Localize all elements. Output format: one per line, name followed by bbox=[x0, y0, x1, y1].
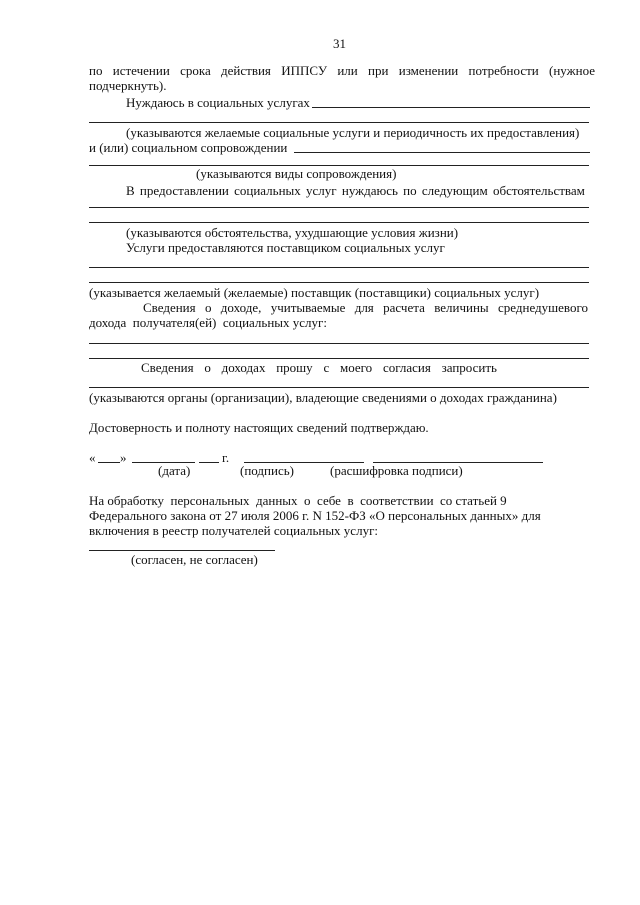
consent-line-1: На обработку персональных данных о себе в соответствии со статьей 9 bbox=[89, 493, 507, 508]
circumstances-word: следующим bbox=[421, 183, 488, 198]
signature-label: (подпись) bbox=[240, 463, 294, 478]
confirmation-text: Достоверность и полноту настоящих сведений подтверждаю. bbox=[89, 420, 429, 435]
needs-label: Нуждаюсь в социальных услугах bbox=[126, 95, 310, 110]
income-line-1 bbox=[143, 300, 588, 315]
intro-word: (нужное bbox=[549, 63, 595, 78]
request-word: с bbox=[323, 360, 330, 375]
intro-word: по bbox=[89, 63, 103, 78]
request-word: моего bbox=[340, 360, 373, 375]
request-hint: (указываются органы (организации), владеющие сведениями о доходах гражданина) bbox=[89, 390, 557, 405]
income-blank-line-2[interactable] bbox=[89, 358, 589, 359]
needs-hint: (указываются желаемые социальные услуги и периодичность их предоставления) bbox=[126, 125, 580, 140]
support-label: и (или) социальном сопровождении bbox=[89, 140, 288, 155]
intro-word: истечении bbox=[112, 63, 170, 78]
intro-line-1 bbox=[89, 63, 595, 78]
signature-decode-label: (расшифровка подписи) bbox=[330, 463, 463, 478]
intro-word: или bbox=[337, 63, 358, 78]
consent-hint: (согласен, не согласен) bbox=[131, 552, 258, 567]
circumstances-word: В bbox=[126, 183, 135, 198]
intro-word: ИППСУ bbox=[281, 63, 328, 78]
provider-label: Услуги предоставляются поставщиком социальных услуг bbox=[126, 240, 445, 255]
page-number: 31 bbox=[333, 36, 346, 51]
income-word: доходе, bbox=[220, 300, 262, 315]
request-word: согласия bbox=[382, 360, 431, 375]
date-close-quote: » bbox=[120, 450, 127, 465]
income-word: о bbox=[204, 300, 212, 315]
request-word: Сведения bbox=[141, 360, 194, 375]
intro-word: действия bbox=[221, 63, 271, 78]
request-word: о bbox=[204, 360, 211, 375]
intro-word: при bbox=[368, 63, 389, 78]
income-line-2: дохода получателя(ей) социальных услуг: bbox=[89, 315, 327, 330]
intro-word: потребности bbox=[468, 63, 539, 78]
date-year-line[interactable] bbox=[199, 462, 219, 463]
support-hint: (указываются виды сопровождения) bbox=[196, 166, 397, 181]
consent-fill-line[interactable] bbox=[89, 550, 275, 551]
intro-word: изменении bbox=[398, 63, 459, 78]
circumstances-word: услуг bbox=[306, 183, 337, 198]
request-word: прошу bbox=[276, 360, 313, 375]
date-day-line[interactable] bbox=[98, 462, 120, 463]
circumstances-word: обстоятельствам bbox=[492, 183, 585, 198]
needs-blank-line[interactable] bbox=[89, 122, 589, 123]
income-word: Сведения bbox=[143, 300, 196, 315]
circumstances-blank-line-1[interactable] bbox=[89, 207, 589, 208]
circumstances-word: нуждаюсь bbox=[341, 183, 398, 198]
date-open-quote: « bbox=[89, 450, 96, 465]
consent-line-2: Федерального закона от 27 июля 2006 г. N 152-ФЗ «О персональных данных» для bbox=[89, 508, 541, 523]
circumstances-word: предоставлении bbox=[139, 183, 229, 198]
request-word: доходах bbox=[221, 360, 266, 375]
intro-line-2: подчеркнуть). bbox=[89, 78, 167, 93]
income-word: учитываемые bbox=[270, 300, 346, 315]
circumstances-blank-line-2[interactable] bbox=[89, 222, 589, 223]
provider-blank-line-1[interactable] bbox=[89, 267, 589, 268]
income-word: для bbox=[354, 300, 374, 315]
income-word: среднедушевого bbox=[498, 300, 588, 315]
provider-hint: (указывается желаемый (желаемые) поставщик (поставщики) социальных услуг) bbox=[89, 285, 540, 300]
intro-word: срока bbox=[180, 63, 211, 78]
request-blank-line[interactable] bbox=[89, 387, 589, 388]
consent-line-3: включения в реестр получателей социальных услуг: bbox=[89, 523, 379, 538]
request-word: запросить bbox=[441, 360, 497, 375]
circumstances-word: социальных bbox=[234, 183, 301, 198]
income-word: величины bbox=[434, 300, 489, 315]
date-label: (дата) bbox=[158, 463, 191, 478]
request-line bbox=[141, 360, 497, 375]
circumstances-word: по bbox=[403, 183, 417, 198]
income-blank-line-1[interactable] bbox=[89, 343, 589, 344]
income-word: расчета bbox=[383, 300, 425, 315]
support-fill-line[interactable] bbox=[294, 152, 590, 153]
provider-blank-line-2[interactable] bbox=[89, 282, 589, 283]
circumstances-hint: (указываются обстоятельства, ухудшающие условия жизни) bbox=[126, 225, 459, 240]
needs-fill-line[interactable] bbox=[312, 107, 590, 108]
year-suffix: г. bbox=[222, 450, 230, 465]
circumstances-line bbox=[126, 183, 585, 198]
